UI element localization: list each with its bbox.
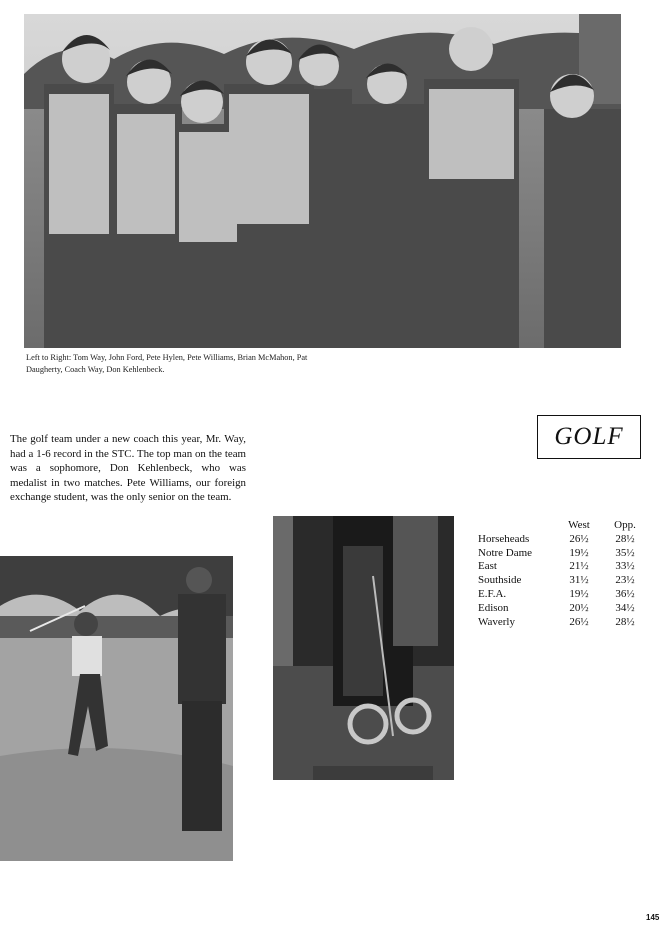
west-score: 31½ bbox=[569, 574, 589, 587]
golf-cart-photo bbox=[273, 516, 454, 780]
opponent-name: Waverly bbox=[478, 615, 515, 628]
opp-score: 23½ bbox=[615, 574, 635, 587]
table-row bbox=[478, 574, 648, 588]
opp-score: 33½ bbox=[615, 560, 635, 573]
golfer-swing-photo bbox=[0, 556, 233, 861]
opp-score: 28½ bbox=[615, 615, 635, 628]
opponent-name: Horseheads bbox=[478, 532, 530, 545]
west-score: 19½ bbox=[569, 587, 589, 600]
match-scores-table bbox=[478, 519, 648, 629]
opp-score: 34½ bbox=[615, 601, 635, 614]
west-score: 19½ bbox=[569, 546, 589, 559]
opponent-name: E.F.A. bbox=[478, 587, 507, 600]
table-row bbox=[478, 560, 648, 574]
opponent-name: East bbox=[478, 560, 497, 573]
photo-caption: Left to Right: Tom Way, John Ford, Pete Hylen, Pete Williams, Brian McMahon, Pat Daugherty, Coach Way, Don Kehlenbeck. bbox=[26, 353, 308, 374]
table-row bbox=[478, 588, 648, 602]
table-header-row bbox=[478, 519, 648, 533]
header-team bbox=[478, 519, 556, 533]
west-score: 20½ bbox=[569, 601, 589, 614]
west-score: 26½ bbox=[569, 615, 589, 628]
article-text: The golf team under a new coach this year, Mr. Way, had a 1-6 record in the STC. The top man on the team was a sophomore, Don Kehlenbeck, who was medalist in two matches. Pete Williams, our foreign exchange student, was the only senior on the team. bbox=[10, 433, 246, 504]
page-number: 145 bbox=[646, 913, 660, 922]
header-opp: Opp. bbox=[614, 519, 636, 531]
opponent-name: Edison bbox=[478, 601, 509, 614]
table-row bbox=[478, 533, 648, 547]
opp-score: 36½ bbox=[615, 587, 635, 600]
opp-score: 35½ bbox=[615, 546, 635, 559]
table-row bbox=[478, 616, 648, 630]
opponent-name: Notre Dame bbox=[478, 546, 533, 559]
section-title: GOLF bbox=[554, 423, 624, 450]
opponent-name: Southside bbox=[478, 574, 522, 587]
table-row bbox=[478, 602, 648, 616]
west-score: 26½ bbox=[569, 532, 589, 545]
team-photo bbox=[24, 14, 621, 348]
section-title-box bbox=[537, 415, 641, 459]
table-row bbox=[478, 547, 648, 561]
header-west: West bbox=[568, 519, 590, 531]
west-score: 21½ bbox=[569, 560, 589, 573]
opp-score: 28½ bbox=[615, 532, 635, 545]
